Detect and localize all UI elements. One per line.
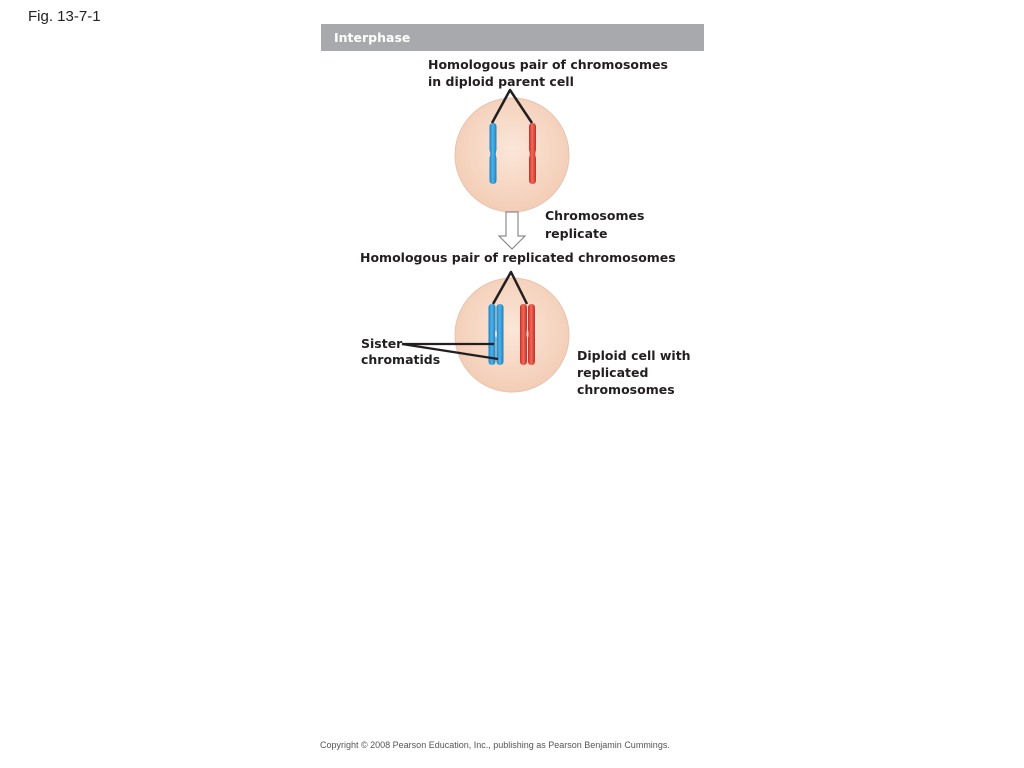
top-pair-label-line1: Homologous pair of chromosomes	[428, 57, 668, 72]
top-pair-label-line2: in diploid parent cell	[428, 74, 574, 89]
replicated-cell	[455, 278, 569, 392]
blue-chromatid-right	[497, 304, 504, 365]
parent-cell	[455, 98, 569, 212]
diploid-label-line3: chromosomes	[577, 382, 675, 397]
blue-chromosome	[490, 123, 497, 184]
replicate-label-line2: replicate	[545, 226, 608, 241]
diploid-label-line2: replicated	[577, 365, 649, 380]
blue-chromatid-left	[489, 304, 496, 365]
sister-chromatids-label-line2: chromatids	[361, 352, 441, 367]
sister-chromatids-label-line1: Sister	[361, 336, 403, 351]
interphase-title: Interphase	[334, 30, 411, 45]
figure-label: Fig. 13-7-1	[28, 8, 101, 25]
diploid-label-line1: Diploid cell with	[577, 348, 691, 363]
replicated-pair-label: Homologous pair of replicated chromosomes	[360, 250, 676, 265]
replicate-label-line1: Chromosomes	[545, 208, 645, 223]
copyright-footer: Copyright © 2008 Pearson Education, Inc., publishing as Pearson Benjamin Cummings.	[320, 740, 670, 750]
replicate-arrow-icon	[499, 212, 525, 249]
red-chromatid-right	[528, 304, 535, 365]
red-chromosome	[529, 123, 536, 184]
red-chromatid-left	[520, 304, 527, 365]
